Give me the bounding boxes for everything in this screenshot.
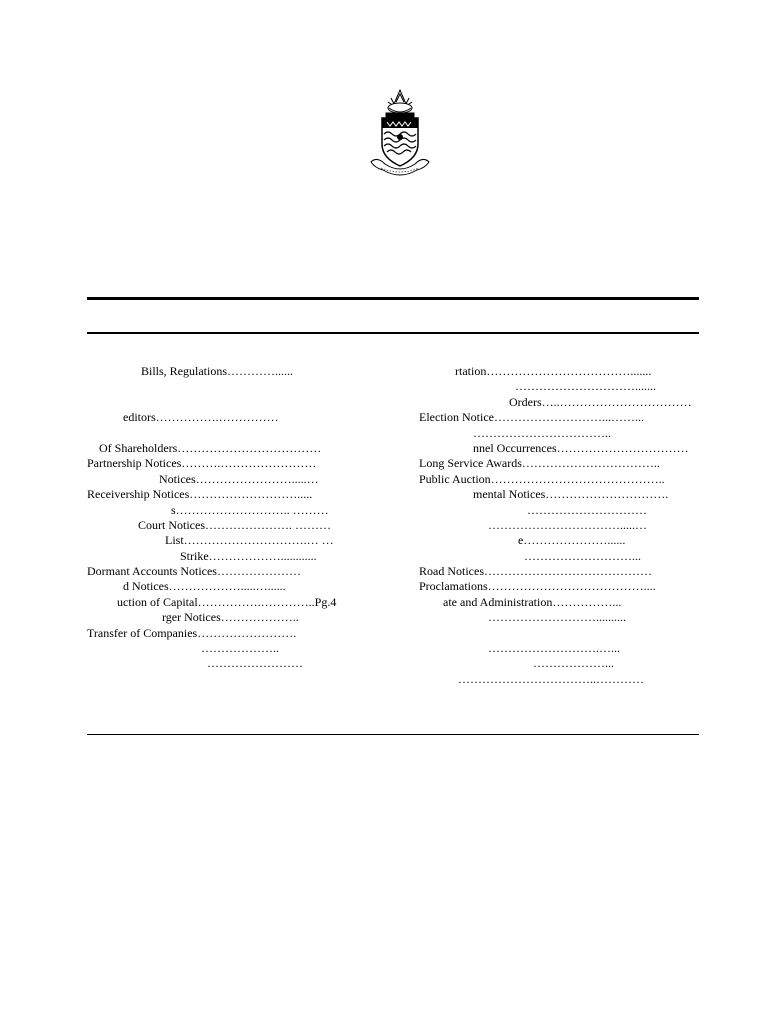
toc-entry[interactable]: …………………… — [87, 656, 303, 671]
toc-entry — [87, 395, 377, 410]
toc-entry[interactable]: Election Notice………………………...……... — [419, 410, 644, 425]
toc-entry[interactable]: ………………………... — [419, 548, 641, 563]
toc-entry[interactable]: …………………………....... — [419, 379, 656, 394]
coat-of-arms-emblem — [367, 86, 433, 180]
toc-entry[interactable]: ………………... — [419, 656, 614, 671]
toc-entry[interactable]: …………………………….. — [419, 425, 611, 440]
header-rule-top — [87, 297, 699, 300]
toc-entry[interactable]: ……………………………..………… — [419, 671, 644, 686]
toc-entry[interactable]: e…………………...... — [419, 533, 626, 548]
toc-entry[interactable]: Proclamations………………………………….... — [419, 579, 656, 594]
contents-right-column — [419, 364, 709, 687]
contents-bottom-rule — [87, 734, 699, 735]
toc-entry — [87, 379, 377, 394]
toc-entry[interactable]: ……………………….…... — [419, 641, 620, 656]
header-rule-bottom — [87, 332, 699, 334]
toc-entry[interactable]: s……………………….. ……… — [87, 502, 329, 517]
toc-entry[interactable]: Dormant Accounts Notices………………… — [87, 564, 301, 579]
toc-entry[interactable]: Partnership Notices……….…………………… — [87, 456, 317, 471]
toc-entry[interactable]: Bills, Regulations…………...... — [87, 364, 294, 378]
toc-entry[interactable]: Notices…………………….....… — [87, 471, 319, 486]
toc-entry[interactable]: Of Shareholders……………………………… — [87, 440, 322, 455]
toc-entry — [87, 426, 377, 441]
contents-left-column — [87, 364, 377, 672]
toc-entry[interactable]: mental Notices…………………………. — [419, 487, 669, 502]
toc-entry[interactable]: rtation………………………………....... — [419, 364, 652, 378]
toc-entry[interactable]: List………………………….… … — [87, 533, 334, 548]
toc-entry[interactable]: ate and Administration……………... — [419, 594, 622, 609]
toc-entry[interactable]: ………………………… — [419, 502, 647, 517]
toc-entry[interactable]: Public Auction…………………………………….. — [419, 471, 665, 486]
toc-entry — [419, 626, 709, 641]
toc-entry[interactable]: Court Notices…………………. ……… — [87, 517, 331, 532]
toc-entry[interactable]: ……………………….......... — [419, 610, 626, 625]
toc-entry[interactable]: …………………………….....… — [419, 517, 647, 532]
toc-entry[interactable]: Long Service Awards…………………………….. — [419, 456, 660, 471]
toc-entry[interactable]: Receivership Notices………………………..... — [87, 487, 313, 502]
toc-entry[interactable]: d Notices……………….....…...... — [87, 579, 286, 594]
toc-entry[interactable]: Road Notices…………………………………… — [419, 564, 652, 579]
toc-entry[interactable]: Orders…..…………………………… — [419, 394, 692, 409]
toc-entry[interactable]: Strike………………............ — [87, 548, 317, 563]
toc-entry[interactable]: uction of Capital…………….…………..Pg.4 — [87, 594, 337, 609]
toc-entry[interactable]: Transfer of Companies……………………. — [87, 625, 297, 640]
toc-entry[interactable]: rger Notices……………….. — [87, 610, 299, 625]
toc-entry[interactable]: nnel Occurrences…………………………… — [419, 440, 689, 455]
toc-entry[interactable]: editors…………….…………… — [87, 410, 279, 425]
toc-entry[interactable]: ……………….. — [87, 641, 279, 656]
